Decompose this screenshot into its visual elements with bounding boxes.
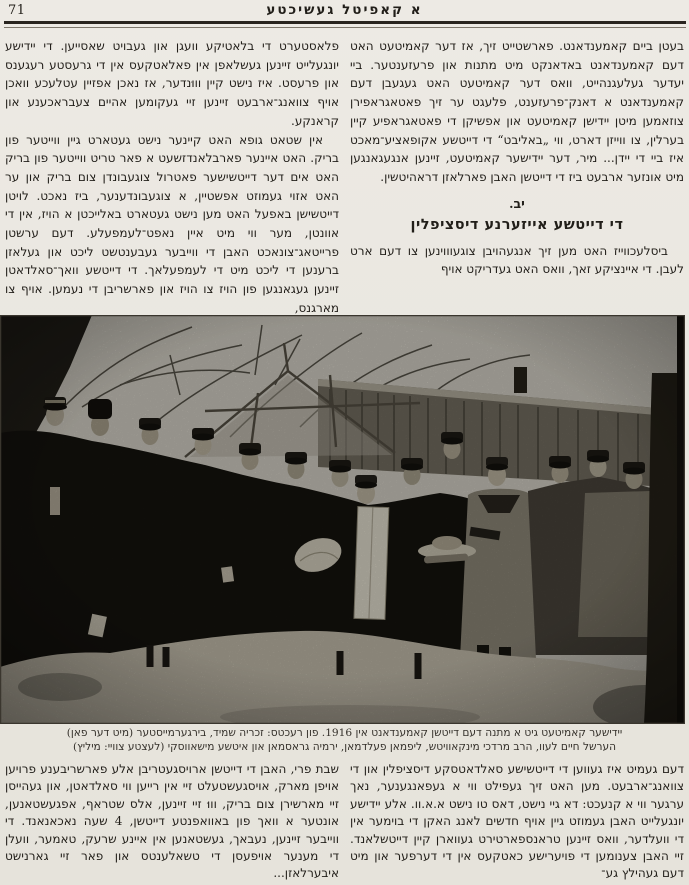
paragraph-new-section: ביסלעכווייז האט מען זיך אנגעהויבן צוגעוווינען צו דעם ארט לעבן. די איינציקע זאך, וואס האט געדריקט אויף [350,243,684,277]
page-number: 71 [8,3,26,18]
page-header [6,2,683,20]
left-column-bottom [5,761,339,885]
paragraph-continuation: בעטן ביים קאמענדאנט. פארשטייט זיך, אז דער קאמיטעט האט דעם קאמענדאנט באדאנקט מיט מתנות און פרעזענטער. ביי יעדער געלעגנהייט, וואס דער קאמיטעט האט געגעבן דעם קאמענדאנט א דאנק־פרעזענט, פלעגט ער זיך פאטאגראפירן צוזאמען מיטן יידישן קאמיטעט און אפשיקן די פאטאגראפיע קיין בערלין, צו ווייזן דארט, ווי „באליבט“ די דייטשע אקופאציע־מאכט איז ביי די יידן... מיר, דער יידישער קאמיטעט, זיינען אנגעגאנגען מיט אונזער ארבעט ביז די דייטשן האבן פארלאזן דראהיטשין. [350,39,684,184]
left-column-top [5,37,339,318]
header-double-rule [4,21,686,28]
section-marker: יב. [509,195,525,211]
section-heading: די דייטשע אייזערנע דיסציפלין [410,215,624,233]
paragraph: שבת פרי, האבן די דייטשן ארויסגעטריבן אלע פארשריבענע פרויען אויפן מארק, אויסגעשטעלט זיי אין רייען ווי סאלדאטן, און געהייסן זיי מארשירן צום בריק, וווּ זיי זיינען, אלס שטראף, אפגעשטאנען, אונטער א וואך פון באוואפנטע דייטשן, 4 שעה נאכאנאנד. די ווייבער זיינען, נעבאך, געשטאנען אין איינע שרעק, טאמער, וועלן די מענער אויפעסן די טשאלענטס און פאר זיי גארנישט איבערלאזן... [5,762,339,881]
photo-caption-line2: הערשל חיים לעוו, הרב מרדכי מינקאוויטש, ליפמאן פעלדמאן, ירמיה גראסמאן און איטשע מישאווסקי (לעצטע צוויי: מיליץ) [72,740,617,753]
right-column-top [350,37,684,317]
photo-caption [4,727,685,755]
right-column-bottom [350,761,684,885]
paragraph: אין שטאט גופא האט קיינער נישט געטארט גיין ווייטער פון בריק. האט איינער פארבלאנדזשעט א פאר טריט ווייטער פון בריק האט אים דער דייטשישער פאטרול צוגעבונדן צום בריק און ער האט אזוי געמוזט אפשטיין, א צוגעבונדענער, ביז נאכט. לויטן דייטשישן באפעל האט מען נישט געטארט באלייכטן א הויז, אין די אוונטן, מער ווי מיט איין נאפט־לעמפעלע. דעם ערשטן פרייטאג־צונאכט האבן די ווייבער געבענטשט ליכט און געלאזן ברענען די ליכט מיט די לעמפעלאך. די דייטשע וואך־סאלדאטן זיינען געגאנגען פון הויז צו הויז און פארשריבן די נעמען. אויף צו מארגנס, [5,132,339,315]
paragraph: פלאסטערט די בלאטיקע וועגן און געבויט שאסייען. די יידישע יונגעלייט זיינען געשלאפן אין פאלאטקעס אין די גרעסטע רעגענס און פרעסט. איז נישט קיין וווּנדער, אז נאכן אפזיין עטלעכע וואכן אויף צוואנג־ארבעט זיינען זיי געקומען אהיים צעבראכענע און קראנקע. [5,39,339,128]
photograph [0,315,685,724]
photo-illustration [0,315,685,724]
photo-caption-line1: יידישער קאמיטעט גיט א מתנה דעם דייטשן קאמענדאנט אין 1916. פון רעכטס: זכריה שמיד, בירגערמייסטער (מיט דער פאן) [66,727,623,739]
paragraph: דעם געמיט איז געווען די דייטשישע סאלדאטסקע דיסציפלין און די צוואנג־ארבעט. מען האט זיך געפילט ווי א געפאנגענער, נאך ערגער ווי א קנעכט: דא גיי נישט, דאס טו נישט א.א.וו. אלע יידישע יונגעלייט האבן געמוזט גיין אויף חדשים לאנג האקן די בוימער אין די וועלדער, וואס זיינען טראנספארטירט געווארן קיין דייטשלאנד. זיי האבן צענומען די פויערישע כאטקעס אין די דערפער און מיט דעם געהילץ גע־ [350,762,684,881]
running-title: א קאפיטל געשיכטע [266,2,423,18]
